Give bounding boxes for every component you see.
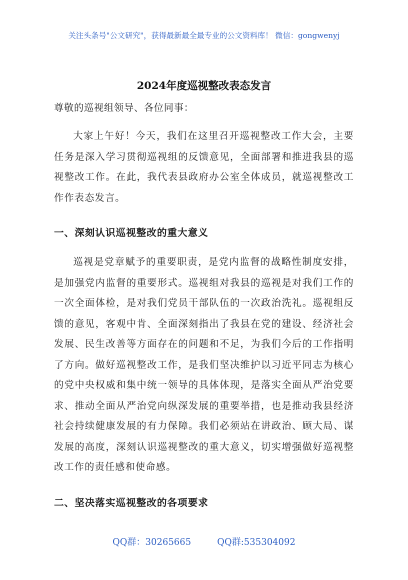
document-title: 2024年度巡视整改表态发言 [136,80,272,92]
footer-contact [0,535,408,548]
promo-banner[interactable]: 关注头条号"公文研究"，获得最新最全最专业的公文资料库！ 微信：gongwenyj [68,31,340,40]
section-heading-2: 二、坚决落实巡视整改的各项要求 [54,497,209,509]
footer-qq-group-2[interactable]: QQ群:535304092 [217,538,296,548]
salutation: 尊敬的巡视组领导、各位同事： [54,103,194,114]
section-heading-1: 一、深刻认识巡视整改的重大意义 [54,228,209,239]
section-1-paragraph: 巡视是党章赋予的重要职责，是党内监督的战略性制度安排，是加强党内监督的重要形式。巡视组对我县的巡视是对我们工作的一次全面体检，是对我们党员干部队伍的一次政治洗礼。巡视组反馈的意见，客观中肯、全面深刻指出了我县在党的建设、经济社会发展、民生改善等方面存在的问题和不足，为我们今后的工作指明了方向。做好巡视整改工作，是我们坚决维护以习近平同志为核心的党中央权威和集中统一领导的具体体现，是落实全面从严治党要求、推动全面从严治党向纵深发展的重要举措，也是推动我县经济社会持续健康发展的有力保障。我们必须站在讲政治、顾大局、谋发展的高度，深刻认识巡视整改的重大意义，切实增强做好巡视整改工作的责任感和使命感。 [54,257,354,473]
footer-qq-group-1[interactable]: QQ群：30265665 [112,538,192,548]
document-body [54,100,354,523]
intro-paragraph: 大家上午好！今天，我们在这里召开巡视整改工作大会，主要任务是深入学习贯彻巡视组的反馈意见，全面部署和推进我县的巡视整改工作。在此，我代表县政府办公室全体成员，就巡视整改工作作表态发言。 [54,131,354,204]
